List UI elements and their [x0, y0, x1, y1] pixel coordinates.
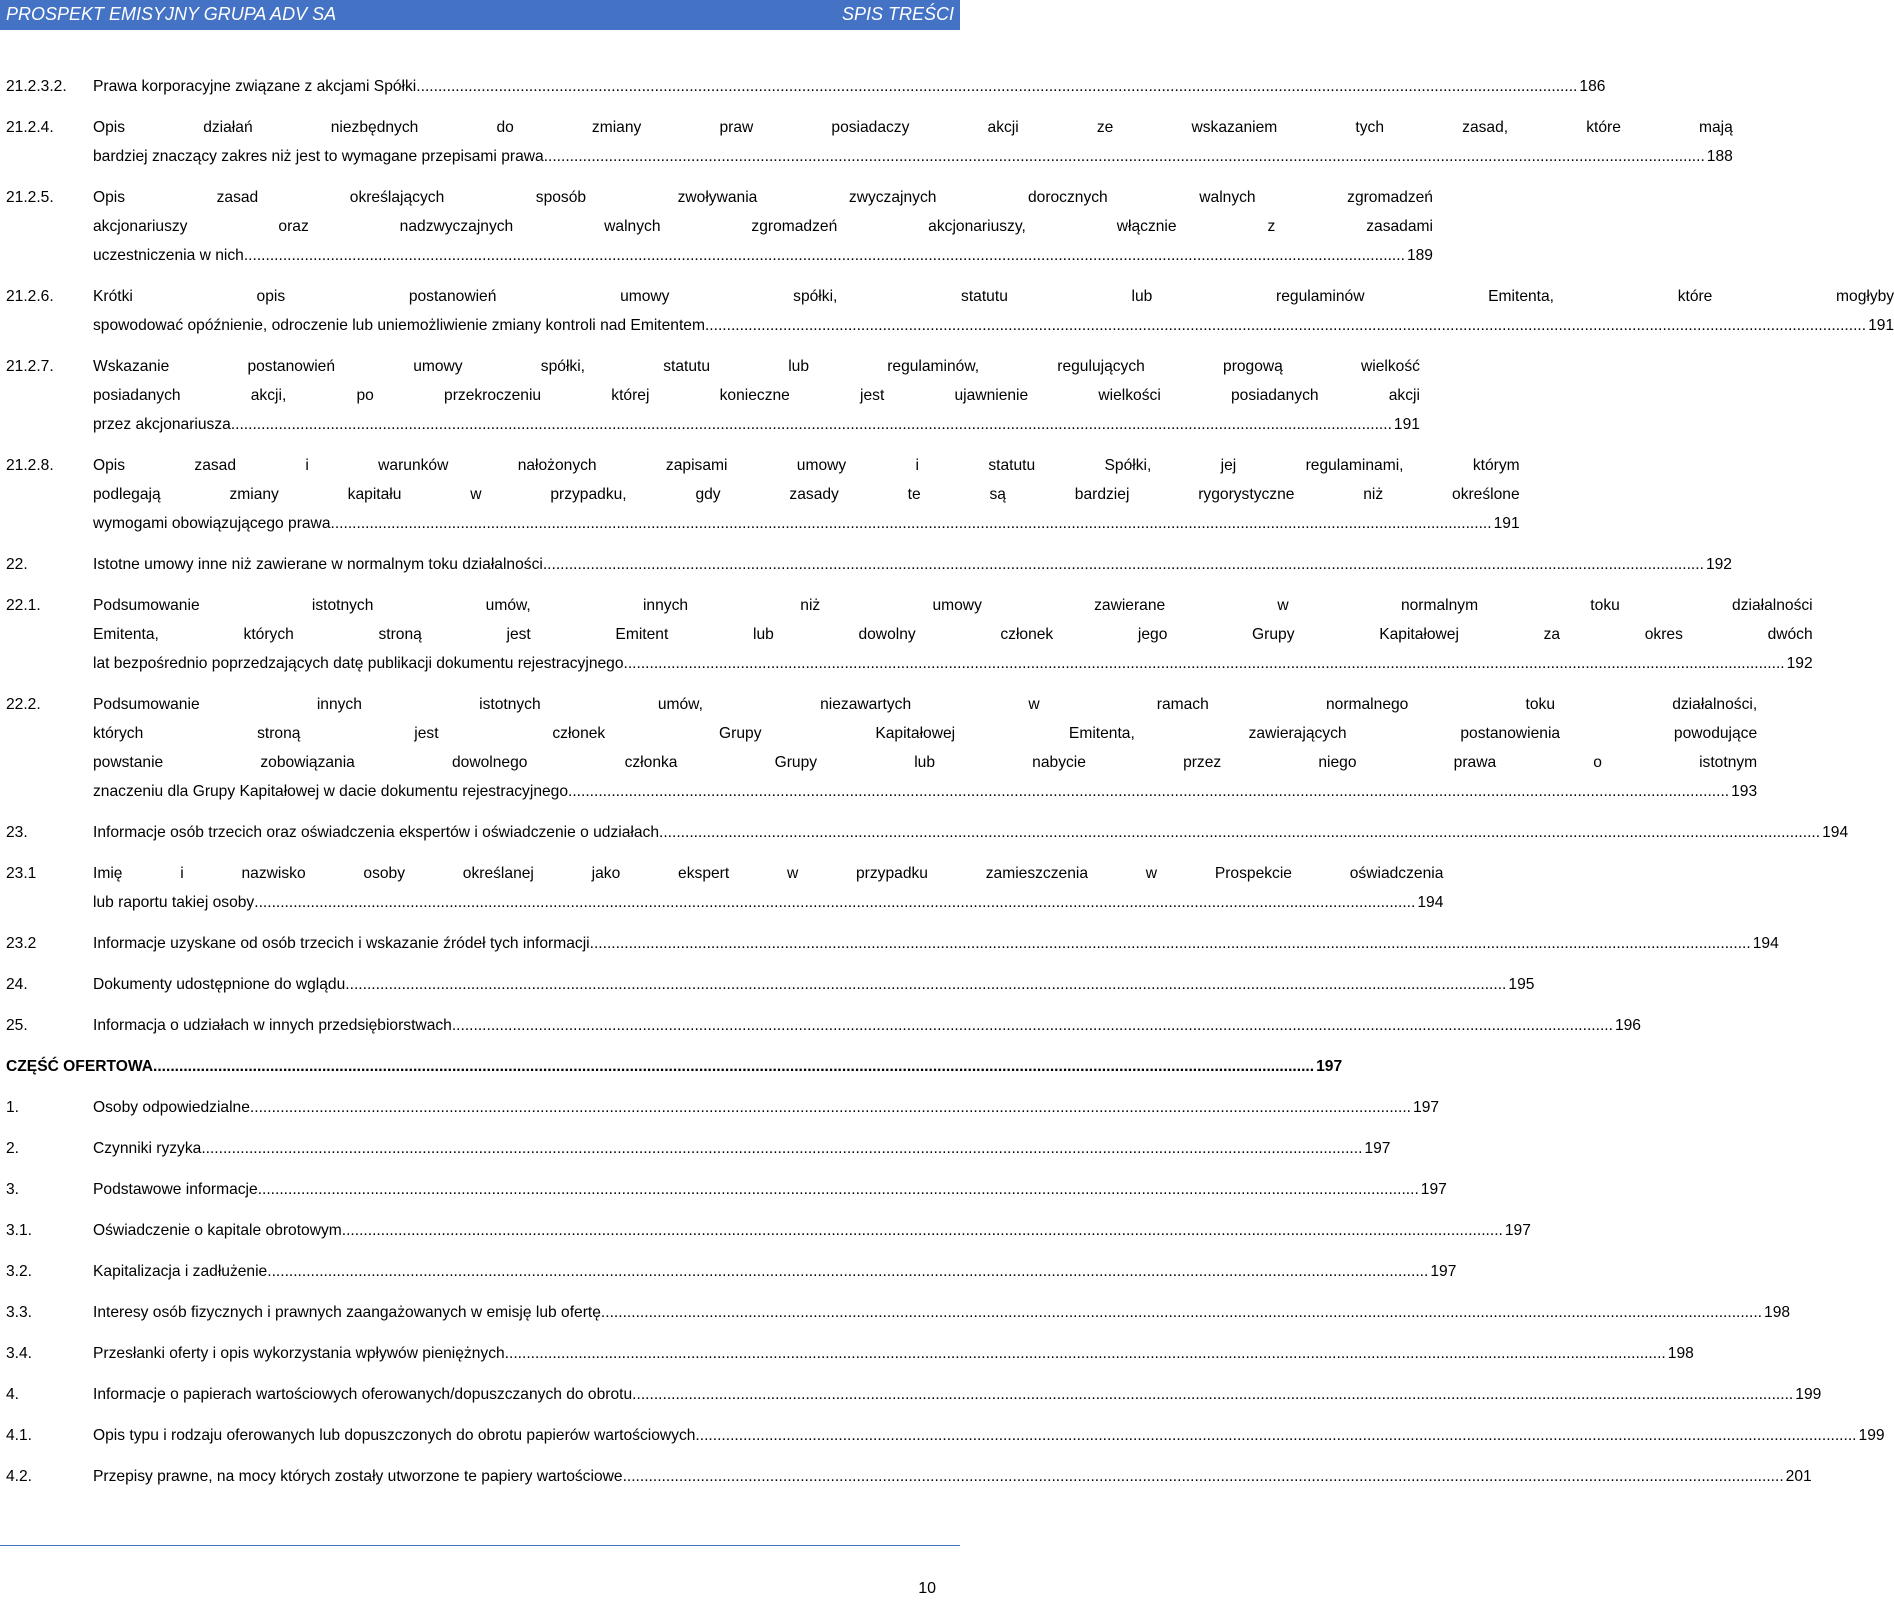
toc-entry-body: [93, 1175, 1447, 1204]
toc-entry[interactable]: [6, 113, 1733, 171]
toc-entry[interactable]: [6, 1175, 1447, 1204]
toc-entry-text-line: Wskazanie postanowień umowy spółki, statutu lub regulaminów, regulujących progową wielkość: [93, 358, 1420, 375]
toc-entry-leader-line: [93, 1134, 1390, 1163]
toc-entry-leader-line: [93, 1339, 1694, 1368]
dot-leader: [345, 970, 1506, 999]
toc-entry-page: 198: [1667, 1345, 1694, 1362]
toc-entry-page: 195: [1508, 976, 1535, 993]
toc-entry-leader-line: [93, 550, 1732, 579]
toc-entry-title: znaczeniu dla Grupy Kapitałowej w dacie dokumentu rejestracyjnego: [93, 783, 569, 800]
dot-leader: [632, 1380, 1793, 1409]
dot-leader: [568, 777, 1729, 806]
page-number: 10: [918, 1580, 936, 1597]
toc-entry-leader-line: [93, 509, 1520, 538]
document-title: PROSPEKT EMISYJNY GRUPA ADV SA: [6, 4, 337, 24]
toc-entry-title: Interesy osób fizycznych i prawnych zaangażowanych w emisję lub ofertę: [93, 1304, 601, 1321]
toc-entry-body: [93, 1380, 1821, 1409]
dot-leader: [705, 311, 1866, 340]
toc-entry-body: [93, 1339, 1694, 1368]
toc-entry-body: [93, 929, 1779, 958]
toc-entry[interactable]: [6, 282, 1894, 340]
toc-entry-page: 199: [1795, 1386, 1822, 1403]
toc-entry-number: 23.2: [6, 935, 37, 952]
dot-leader: [544, 142, 1705, 171]
toc-entry-page: 196: [1614, 1017, 1641, 1034]
toc-entry-leader-line: [93, 1093, 1439, 1122]
toc-entry-leader-line: [93, 649, 1813, 678]
toc-entry-page: 192: [1786, 655, 1813, 672]
section-title: SPIS TREŚCI: [841, 4, 954, 24]
toc-entry-page: 197: [1430, 1263, 1457, 1280]
toc-entry-body: [93, 1298, 1790, 1327]
toc-entry-page: 191: [1868, 317, 1894, 334]
toc-entry-number: 21.2.3.2.: [6, 78, 67, 95]
toc-entry[interactable]: [6, 1093, 1440, 1122]
toc-entry-text-line: podlegają zmiany kapitału w przypadku, gdy zasady te są bardziej rygorystyczne niż określone: [93, 486, 1520, 503]
toc-entry[interactable]: [6, 690, 1758, 806]
dot-leader: [254, 888, 1415, 917]
toc-entry[interactable]: [6, 183, 1433, 270]
toc-entry-text-line: Imię i nazwisko osoby określanej jako ekspert w przypadku zamieszczenia w Prospekcie oświadczenia: [93, 865, 1444, 882]
dot-leader: [505, 1339, 1666, 1368]
toc-entry-leader-line: [6, 1052, 1342, 1081]
toc-entry-title: Informacje uzyskane od osób trzecich i wskazanie źródeł tych informacji: [93, 935, 590, 952]
dot-leader: [623, 1462, 1784, 1491]
toc-entry-leader-line: [93, 1421, 1885, 1450]
dot-leader: [250, 1093, 1411, 1122]
toc-entry-number: 22.1.: [6, 597, 41, 614]
toc-entry-title: Oświadczenie o kapitale obrotowym: [93, 1222, 342, 1239]
toc-entry-leader-line: [93, 888, 1443, 917]
toc-entry-leader-line: [93, 311, 1894, 340]
toc-entry-number: 21.2.8.: [6, 457, 54, 474]
dot-leader: [416, 72, 1577, 101]
dot-leader: [659, 818, 1820, 847]
toc-entry-leader-line: [93, 142, 1733, 171]
toc-entry-text-line: Podsumowanie innych istotnych umów, niezawartych w ramach normalnego toku działalności,: [93, 696, 1758, 713]
toc-entry-page: 197: [1316, 1058, 1343, 1075]
toc-entry-body: [93, 1257, 1456, 1286]
toc-entry-title: Podstawowe informacje: [93, 1181, 258, 1198]
toc-entry[interactable]: [6, 1339, 1694, 1368]
toc-entry[interactable]: [6, 818, 1849, 847]
toc-entry-title: Osoby odpowiedzialne: [93, 1099, 250, 1116]
toc-entry[interactable]: [6, 591, 1813, 678]
toc-entry-leader-line: [93, 1216, 1531, 1245]
toc-entry-text-line: Opis zasad i warunków nałożonych zapisami umowy i statutu Spółki, jej regulaminami, którym: [93, 457, 1520, 474]
toc-entry-number: 2.: [6, 1140, 20, 1157]
toc-entry-number: 3.3.: [6, 1304, 33, 1321]
toc-entry[interactable]: [6, 1257, 1457, 1286]
table-of-contents: [6, 72, 1894, 1503]
dot-leader: [231, 410, 1392, 439]
dot-leader: [267, 1257, 1428, 1286]
toc-entry-leader-line: [93, 970, 1534, 999]
toc-entry-page: 186: [1579, 78, 1606, 95]
toc-entry-body: [6, 1052, 1342, 1081]
toc-entry-body: [93, 113, 1733, 171]
toc-entry-leader-line: [93, 1462, 1812, 1491]
toc-entry-body: [93, 183, 1433, 270]
toc-entry-body: [93, 591, 1813, 678]
toc-entry-number: 3.4.: [6, 1345, 33, 1362]
footer-divider: [0, 1545, 960, 1546]
toc-entry-body: [93, 282, 1894, 340]
toc-entry-title: spowodować opóźnienie, odroczenie lub uniemożliwienie zmiany kontroli nad Emitentem: [93, 317, 705, 334]
toc-entry-number: 21.2.4.: [6, 119, 54, 136]
toc-entry-page: 188: [1706, 148, 1733, 165]
toc-entry-leader-line: [93, 1175, 1447, 1204]
toc-entry-number: 24.: [6, 976, 28, 993]
toc-entry-page: 193: [1731, 783, 1758, 800]
toc-entry-body: [93, 72, 1605, 101]
toc-entry-leader-line: [93, 777, 1757, 806]
toc-entry-page: 199: [1858, 1427, 1885, 1444]
toc-entry-title: Dokumenty udostępnione do wglądu: [93, 976, 346, 993]
toc-entry-body: [93, 690, 1757, 806]
toc-entry-text-line: powstanie zobowiązania dowolnego członka Grupy lub nabycie przez niego prawa o istotnym: [93, 754, 1758, 771]
toc-entry[interactable]: [6, 1462, 1812, 1491]
toc-entry-body: [93, 1421, 1885, 1450]
toc-entry-title: Czynniki ryzyka: [93, 1140, 202, 1157]
toc-entry-page: 197: [1413, 1099, 1440, 1116]
toc-entry-title: wymogami obowiązującego prawa: [93, 515, 331, 532]
toc-entry-body: [93, 818, 1848, 847]
toc-entry-title: Informacje osób trzecich oraz oświadczenia ekspertów i oświadczenie o udziałach: [93, 824, 659, 841]
toc-entry[interactable]: [6, 1052, 1343, 1081]
page-header: [0, 0, 960, 30]
toc-entry-page: 191: [1493, 515, 1520, 532]
toc-entry-leader-line: [93, 241, 1433, 270]
toc-entry-page: 194: [1752, 935, 1779, 952]
toc-entry-title: Istotne umowy inne niż zawierane w normalnym toku działalności: [93, 556, 543, 573]
toc-entry-number: 21.2.6.: [6, 288, 54, 305]
toc-entry-body: [93, 1462, 1812, 1491]
dot-leader: [201, 1134, 1362, 1163]
toc-entry-body: [93, 550, 1732, 579]
toc-entry-title: przez akcjonariusza: [93, 416, 231, 433]
toc-entry-number: 23.1: [6, 865, 37, 882]
toc-entry-title: Przesłanki oferty i opis wykorzystania wpływów pieniężnych: [93, 1345, 505, 1362]
dot-leader: [695, 1421, 1856, 1450]
toc-entry[interactable]: [6, 859, 1444, 917]
toc-entry-number: 22.: [6, 556, 28, 573]
toc-entry-page: 191: [1393, 416, 1420, 433]
dot-leader: [153, 1052, 1314, 1081]
toc-entry-number: 3.1.: [6, 1222, 33, 1239]
toc-entry-title: Opis typu i rodzaju oferowanych lub dopuszczonych do obrotu papierów wartościowych: [93, 1427, 696, 1444]
toc-entry-leader-line: [93, 410, 1420, 439]
toc-entry-text-line: których stroną jest członek Grupy Kapitałowej Emitenta, zawierających postanowienia powodujące: [93, 725, 1758, 742]
toc-entry-number: 1.: [6, 1099, 20, 1116]
toc-entry-body: [93, 859, 1443, 917]
toc-entry-leader-line: [93, 818, 1848, 847]
toc-entry-text-line: posiadanych akcji, po przekroczeniu której konieczne jest ujawnienie wielkości posiadanych akcji: [93, 387, 1420, 404]
toc-entry-page: 192: [1705, 556, 1732, 573]
toc-entry-number: 3.2.: [6, 1263, 33, 1280]
toc-entry-title: lub raportu takiej osoby: [93, 894, 255, 911]
toc-entry-text-line: Krótki opis postanowień umowy spółki, statutu lub regulaminów Emitenta, które mogłyby: [93, 288, 1894, 305]
toc-entry-title: uczestniczenia w nich: [93, 247, 244, 264]
toc-entry-leader-line: [93, 1257, 1456, 1286]
dot-leader: [543, 550, 1704, 579]
toc-entry[interactable]: [6, 1380, 1822, 1409]
dot-leader: [331, 509, 1492, 538]
toc-entry-text-line: Emitenta, których stroną jest Emitent lub dowolny członek jego Grupy Kapitałowej za okres dwóch: [93, 626, 1813, 643]
toc-entry-title: Informacje o papierach wartościowych oferowanych/dopuszczanych do obrotu: [93, 1386, 633, 1403]
toc-entry[interactable]: [6, 970, 1535, 999]
toc-entry[interactable]: [6, 1134, 1391, 1163]
toc-entry-page: 201: [1785, 1468, 1812, 1485]
toc-entry-number: 25.: [6, 1017, 28, 1034]
toc-entry-page: 189: [1406, 247, 1433, 264]
dot-leader: [342, 1216, 1503, 1245]
toc-entry-number: 21.2.7.: [6, 358, 54, 375]
toc-entry-leader-line: [93, 1011, 1641, 1040]
toc-entry-page: 197: [1420, 1181, 1447, 1198]
toc-entry-page: 197: [1504, 1222, 1531, 1239]
toc-entry-leader-line: [93, 1380, 1821, 1409]
toc-entry[interactable]: [6, 1421, 1885, 1450]
dot-leader: [590, 929, 1751, 958]
toc-entry-title: lat bezpośrednio poprzedzających datę publikacji dokumentu rejestracyjnego: [93, 655, 624, 672]
dot-leader: [601, 1298, 1762, 1327]
toc-entry-number: 22.2.: [6, 696, 41, 713]
dot-leader: [258, 1175, 1419, 1204]
toc-entry-text-line: Opis działań niezbędnych do zmiany praw posiadaczy akcji ze wskazaniem tych zasad, które mają: [93, 119, 1733, 136]
toc-entry-number: 4.1.: [6, 1427, 33, 1444]
toc-entry-number: 3.: [6, 1181, 20, 1198]
toc-entry-body: [93, 1011, 1641, 1040]
dot-leader: [244, 241, 1405, 270]
toc-entry-body: [93, 451, 1520, 538]
toc-entry-leader-line: [93, 929, 1779, 958]
toc-entry-title: bardziej znaczący zakres niż jest to wymagane przepisami prawa: [93, 148, 544, 165]
toc-entry[interactable]: [6, 1011, 1641, 1040]
dot-leader: [452, 1011, 1613, 1040]
toc-entry-page: 194: [1417, 894, 1444, 911]
dot-leader: [624, 649, 1785, 678]
toc-entry-number: 21.2.5.: [6, 189, 54, 206]
toc-entry[interactable]: [6, 451, 1520, 538]
toc-entry-leader-line: [93, 72, 1605, 101]
toc-entry-body: [93, 352, 1420, 439]
toc-entry-body: [93, 1093, 1439, 1122]
toc-entry-text-line: Podsumowanie istotnych umów, innych niż umowy zawierane w normalnym toku działalności: [93, 597, 1813, 614]
toc-entry-page: 194: [1822, 824, 1849, 841]
toc-entry[interactable]: [6, 1216, 1531, 1245]
toc-entry-number: 4.2.: [6, 1468, 33, 1485]
toc-entry[interactable]: [6, 352, 1420, 439]
toc-entry-text-line: akcjonariuszy oraz nadzwyczajnych walnych zgromadzeń akcjonariuszy, włącznie z zasadami: [93, 218, 1433, 235]
toc-entry-text-line: Opis zasad określających sposób zwoływania zwyczajnych dorocznych walnych zgromadzeń: [93, 189, 1433, 206]
toc-entry-body: [93, 970, 1534, 999]
toc-entry[interactable]: [6, 550, 1732, 579]
toc-entry-title: Przepisy prawne, na mocy których zostały utworzone te papiery wartościowe: [93, 1468, 623, 1485]
toc-entry[interactable]: [6, 929, 1779, 958]
toc-entry-leader-line: [93, 1298, 1790, 1327]
toc-entry-body: [93, 1134, 1390, 1163]
toc-entry[interactable]: [6, 1298, 1791, 1327]
toc-entry-number: 4.: [6, 1386, 20, 1403]
toc-entry-page: 198: [1764, 1304, 1791, 1321]
toc-entry-number: 23.: [6, 824, 28, 841]
toc-entry-title: Kapitalizacja i zadłużenie: [93, 1263, 268, 1280]
toc-entry-title: Informacja o udziałach w innych przedsiębiorstwach: [93, 1017, 452, 1034]
toc-entry-title: CZĘŚĆ OFERTOWA: [6, 1058, 153, 1075]
toc-entry-body: [93, 1216, 1531, 1245]
toc-entry-title: Prawa korporacyjne związane z akcjami Spółki: [93, 78, 417, 95]
toc-entry-page: 197: [1364, 1140, 1391, 1157]
toc-entry[interactable]: [6, 72, 1606, 101]
